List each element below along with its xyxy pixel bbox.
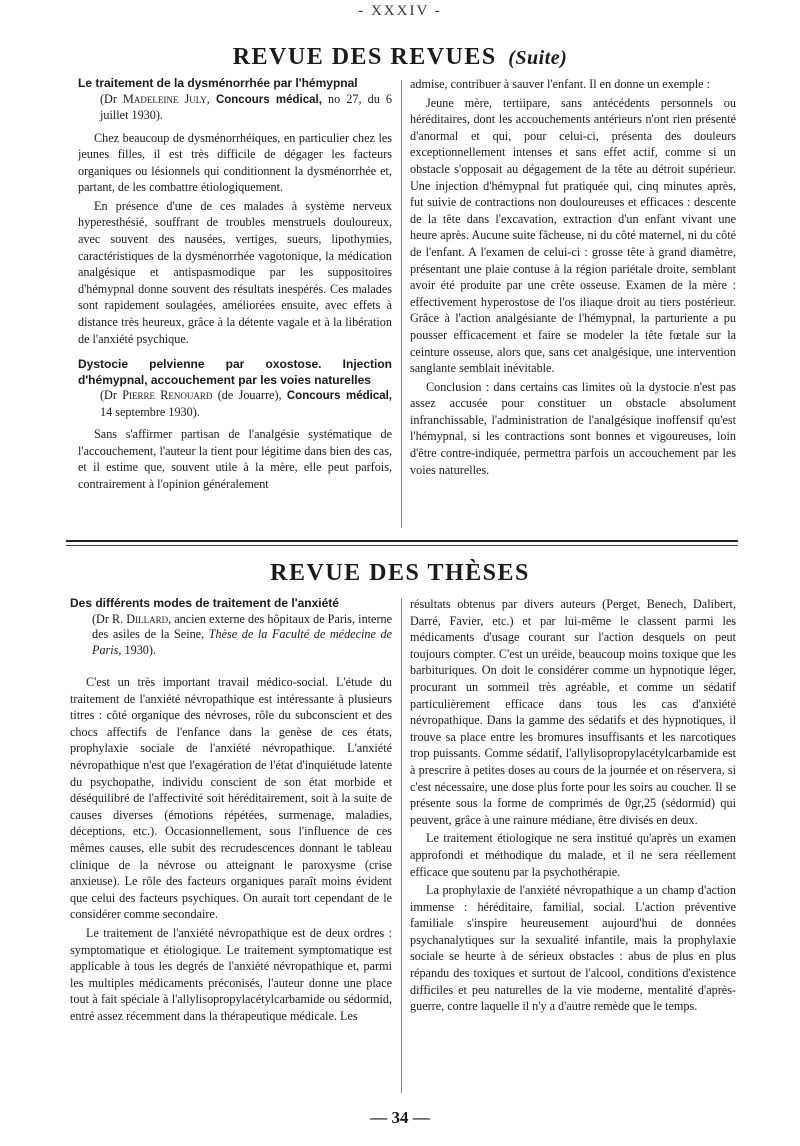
article-heading: [78, 76, 392, 124]
theses-right-column: [410, 596, 736, 1096]
paragraph: En présence d'une de ces malades à système nerveux hyperesthésié, souffrant de troubles menstruels douloureux, avec souvent des nausées, vertiges, sueurs, lipothymies, caractéristiques de la dysménorrhée vagotonique, la médication analgésique et antispasmodique par les suppositoires d'hémypnal donne souvent des résultats inespérés. Ces malades sont rapidement soulagées, améliorées ensuite, avec effets à distance très heureux, grâce à la détente vagale et à la libération de l'anxiété psychique.: [78, 198, 392, 346]
revues-left-column: [78, 76, 392, 534]
paragraph: Sans s'affirmer partisan de l'analgésie systématique de l'accouchement, l'auteur la tient pour légitime dans bien des cas, et il estime que, souvent utile à la mère, elle peut parfois, contrairement à l'opinion généralement: [78, 427, 392, 491]
page-number: — 34 —: [370, 1108, 430, 1127]
paragraph-continuation: admise, contribuer à sauver l'enfant. Il en donne un exemple :: [410, 77, 711, 91]
paragraph: Chez beaucoup de dysménorrhéiques, en particulier chez les jeunes filles, il est très difficile de dégager les facteurs organiques ou lésionnels qui conditionnent la dysménorrhée et, partant, de les combattre étiologiquement.: [78, 130, 392, 195]
article-reference: (Dr R. Dillard, ancien externe des hôpitaux de Paris, interne des asiles de la Seine, Thèse de la Faculté de médecine de Paris, 1930).: [92, 611, 392, 657]
theses-left-column: [70, 596, 392, 1096]
paragraph: La prophylaxie de l'anxiété névropathique a un champ d'action immense : héréditaire, familial, social. L'action préventive familiale s'inspire heureusement aujourd'hui de données psychanalytiques sur la sexualité infantile, mais la prophylaxie sociale se heurte à de sérieux obstacles : abus de plus en plus répandu des toxiques et surtout de l'alcool, conditions d'existence difficiles et peu naturelles de la vie moderne, mentalité d'après-guerre, contre laquelle il n'y a d'autre remède que le temps.: [410, 883, 736, 1014]
column-divider: [401, 80, 402, 528]
section-divider-thin: [66, 545, 738, 546]
paragraph: Jeune mère, tertiipare, sans antécédents personnels ou héréditaires, dont les accouchements antérieurs n'ont rien présenté d'anormal et qui, pour celui-ci, présenta des douleurs exceptionnellement intenses et sans effet actif, comme si un obstacle s'opposait au dégagement de la tête au détroit supérieur. Une injection d'hémypnal fut pratiquée qui, cinq minutes après, fut suivie de contractions non douloureuses et efficaces : descente de la tête dans l'excavation, extraction d'un enfant vivant une heure après. Aucune suite fâcheuse, ni du côté maternel, ni du côté de l'enfant. A l'examen de celui-ci : grosse tête à grand diamètre, présentant une plaie contuse à la région pariétale droite, semblant avoir été produite par une crête osseuse. Examen de la mère : effectivement hyperostose de l'os iliaque droit au tiers postérieur. Grâce à l'action analgésiante de l'hémypnal, la parturiente a pu pousser efficacement et faire se modeler la tête fœtale sur la ceinture osseuse, alors que, sans cet analgésique, une intervention sanglante semblait inévitable.: [410, 95, 736, 376]
journal-name: Concours médical,: [215, 93, 322, 106]
revues-right-column: [410, 76, 736, 534]
section-title-suite: (Suite): [508, 47, 568, 69]
article-title: Le traitement de la dysménorrhée par l'hémypnal: [78, 76, 358, 90]
section-divider: [66, 540, 738, 542]
roman-page-number: - XXXIV -: [358, 3, 442, 19]
paragraph: Le traitement de l'anxiété névropathique est de deux ordres : symptomatique et étiologique. Le traitement symptomatique est applicable à tous les degrés de l'anxiété névropathique et, parmi les multiples médicaments préconisés, l'auteur donne une place tout à fait spéciale à l'allylisopropylacétylcarbamide ou sédormid, entré assez récemment dans la thérapeutique médicale. Les: [70, 925, 392, 1023]
thesis-source: Thèse de la Faculté de médecine de Paris,: [92, 627, 392, 657]
paragraph: Le traitement étiologique ne sera institué qu'après un examen approfondi et méthodique du malade, et il ne sera réellement efficace que soutenu par la psychothérapie.: [410, 831, 736, 879]
paragraph-continuation: résultats obtenus par divers auteurs (Perget, Benech, Dalibert, Darré, Favier, etc.) et par lui-même le classent parmi les médicaments d'usage courant sur l'action desquels on peut toujours compter. C'est un uréide, beaucoup moins toxique que les barbituriques. On doit le considérer comme un hypnotique léger, procurant un sommeil très agréable, et comme un sédatif particulièrement efficace dans tous les cas d'anxiété névropathique. Dans la gamme des sédatifs et des hypnotiques, il trouve sa place entre les bromures insuffisants et les narcotiques trop puissants. Comme sédatif, l'allylisopropylacétylcarbamide est à prescrire à petites doses au cours de la journée et on réservera, si c'est nécessaire, une dose plus forte pour les soirs au coucher. Il se présente sous la forme de comprimés de 0gr,25 (sédormid) qui peuvent, grâce à une rainure médiane, être divisés en deux.: [410, 597, 736, 827]
article-heading: [78, 357, 392, 420]
column-divider: [401, 598, 402, 1093]
author-name: Pierre Renouard: [122, 388, 213, 403]
author-name: R. Dillard,: [112, 611, 172, 626]
article-title: Des différents modes de traitement de l'anxiété: [70, 596, 339, 610]
journal-name: Concours médical,: [286, 390, 392, 403]
paragraph: Conclusion : dans certains cas limites où la dystocie n'est pas assez accusée pour constituer un obstacle absolument infranchissable, l'administration de l'analgésique inoffensif qu'est l'hémypnal, si les contractions sont bonnes et vigoureuses, loin d'être contre-indiquée, permettra parfois un accouchement par les voies naturelles.: [410, 379, 736, 477]
article-title: Dystocie pelvienne par oxostose. Injection d'hémypnal, accouchement par les voies naturelles: [78, 357, 392, 387]
section-title-text: REVUE DES REVUES: [232, 44, 497, 70]
section-title-theses: REVUE DES THÈSES: [270, 560, 530, 586]
article-heading: [70, 596, 392, 658]
section-title-revues: [0, 44, 800, 71]
paragraph: C'est un très important travail médico-social. L'étude du traitement de l'anxiété névropathique est intéressante à plusieurs titres : côté organique des névroses, rôle du subconscient et des chocs affectifs de l'enfance dans la genèse de ces états, prophylaxie sociale de l'anxiété névropathique. L'anxiété névropathique n'est que l'exagération de l'état d'inquiétude latente du psychopathe, individu conscient de son état morbide et déséquilibré de l'affectivité soit héréditairement, soit à la suite de causes diverses (émotions répétées, surmenage, maladies, déceptions, etc.). Occasionnellement, sous l'influence de ces mêmes causes, elle subit des recrudescences donnant le tableau clinique de la névrose ou atteignant le paroxysme (crise anxieuse). Le rôle des facteurs organiques paraît moins évident que celui des facteurs psychiques. On aurait tort cependant de le considérer comme secondaire.: [70, 675, 392, 922]
author-name: Madeleine July,: [123, 91, 210, 106]
article-reference: (Dr Madeleine July, Concours médical, no 27, du 6 juillet 1930).: [100, 91, 392, 122]
article-reference: (Dr Pierre Renouard (de Jouarre), Concours médical, 14 septembre 1930).: [100, 388, 392, 419]
